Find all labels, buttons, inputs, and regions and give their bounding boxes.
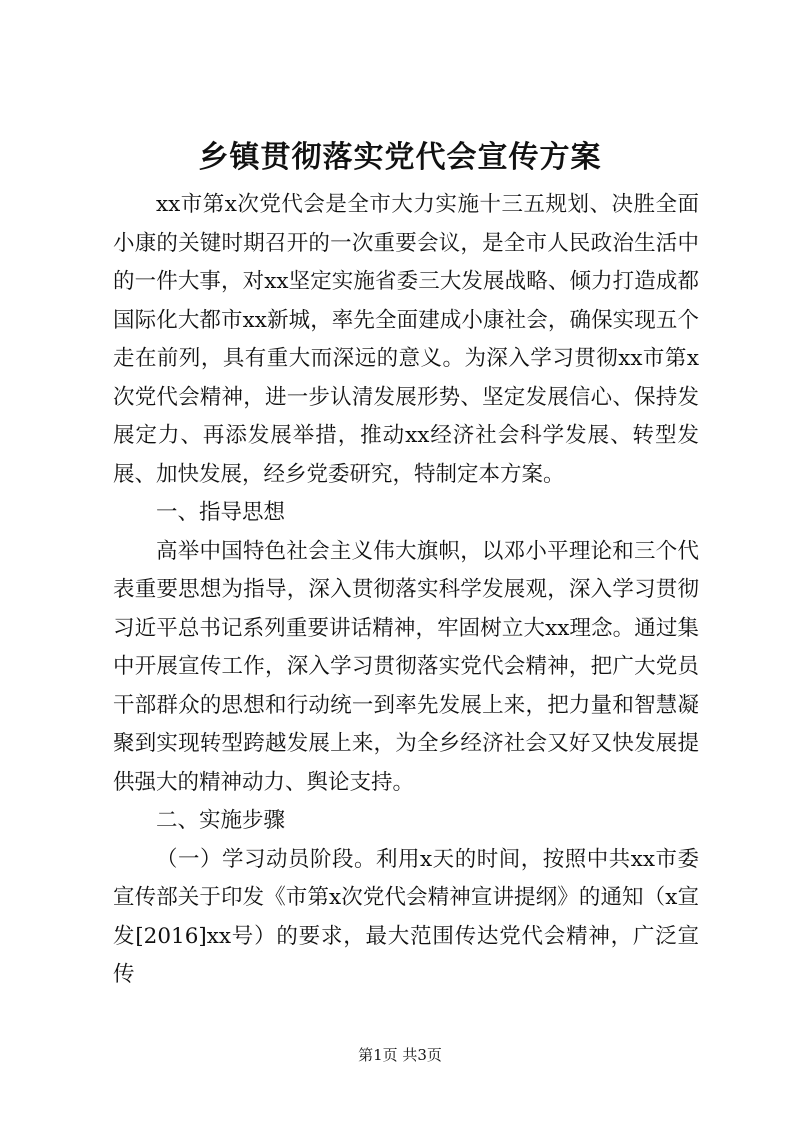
intro-paragraph: xx市第x次党代会是全市大力实施十三五规划、决胜全面小康的关键时期召开的一次重要会议，是全市人民政治生活中的一件大事，对xx坚定实施省委三大发展战略、倾力打造成都国际化大都市xx新城，率先全面建成小康社会，确保实现五个走在前列，具有重大而深远的意义。为深入学习贯彻xx市第x次党代会精神，进一步认清发展形势、坚定发展信心、保持发展定力、再添发展举措，推动xx经济社会科学发展、转型发展、加快发展，经乡党委研究，特制定本方案。 <box>113 192 699 487</box>
implementation-step-1-paragraph: （一）学习动员阶段。利用x天的时间，按照中共xx市委宣传部关于印发《市第x次党代会精神宣讲提纲》的通知（x宣发[2016]xx号）的要求，最大范围传达党代会精神，广泛宣传 <box>113 846 699 987</box>
page-title: 乡镇贯彻落实党代会宣传方案 <box>198 140 602 175</box>
guiding-ideology-paragraph: 高举中国特色社会主义伟大旗帜，以邓小平理论和三个代表重要思想为指导，深入贯彻落实科学发展观，深入学习贯彻习近平总书记系列重要讲话精神，牢固树立大xx理念。通过集中开展宣传工作，深入学习贯彻落实党代会精神，把广大党员干部群众的思想和行动统一到率先发展上来，把力量和智慧凝聚到实现转型跨越发展上来，为全乡经济社会又好又快发展提供强大的精神动力、舆论支持。 <box>113 538 699 795</box>
section-heading-implementation-steps: 二、实施步骤 <box>156 808 286 833</box>
section-heading-guiding-ideology: 一、指导思想 <box>156 500 286 525</box>
document-body <box>113 186 699 995</box>
page-number-footer: 第1页 共3页 <box>358 1046 442 1064</box>
